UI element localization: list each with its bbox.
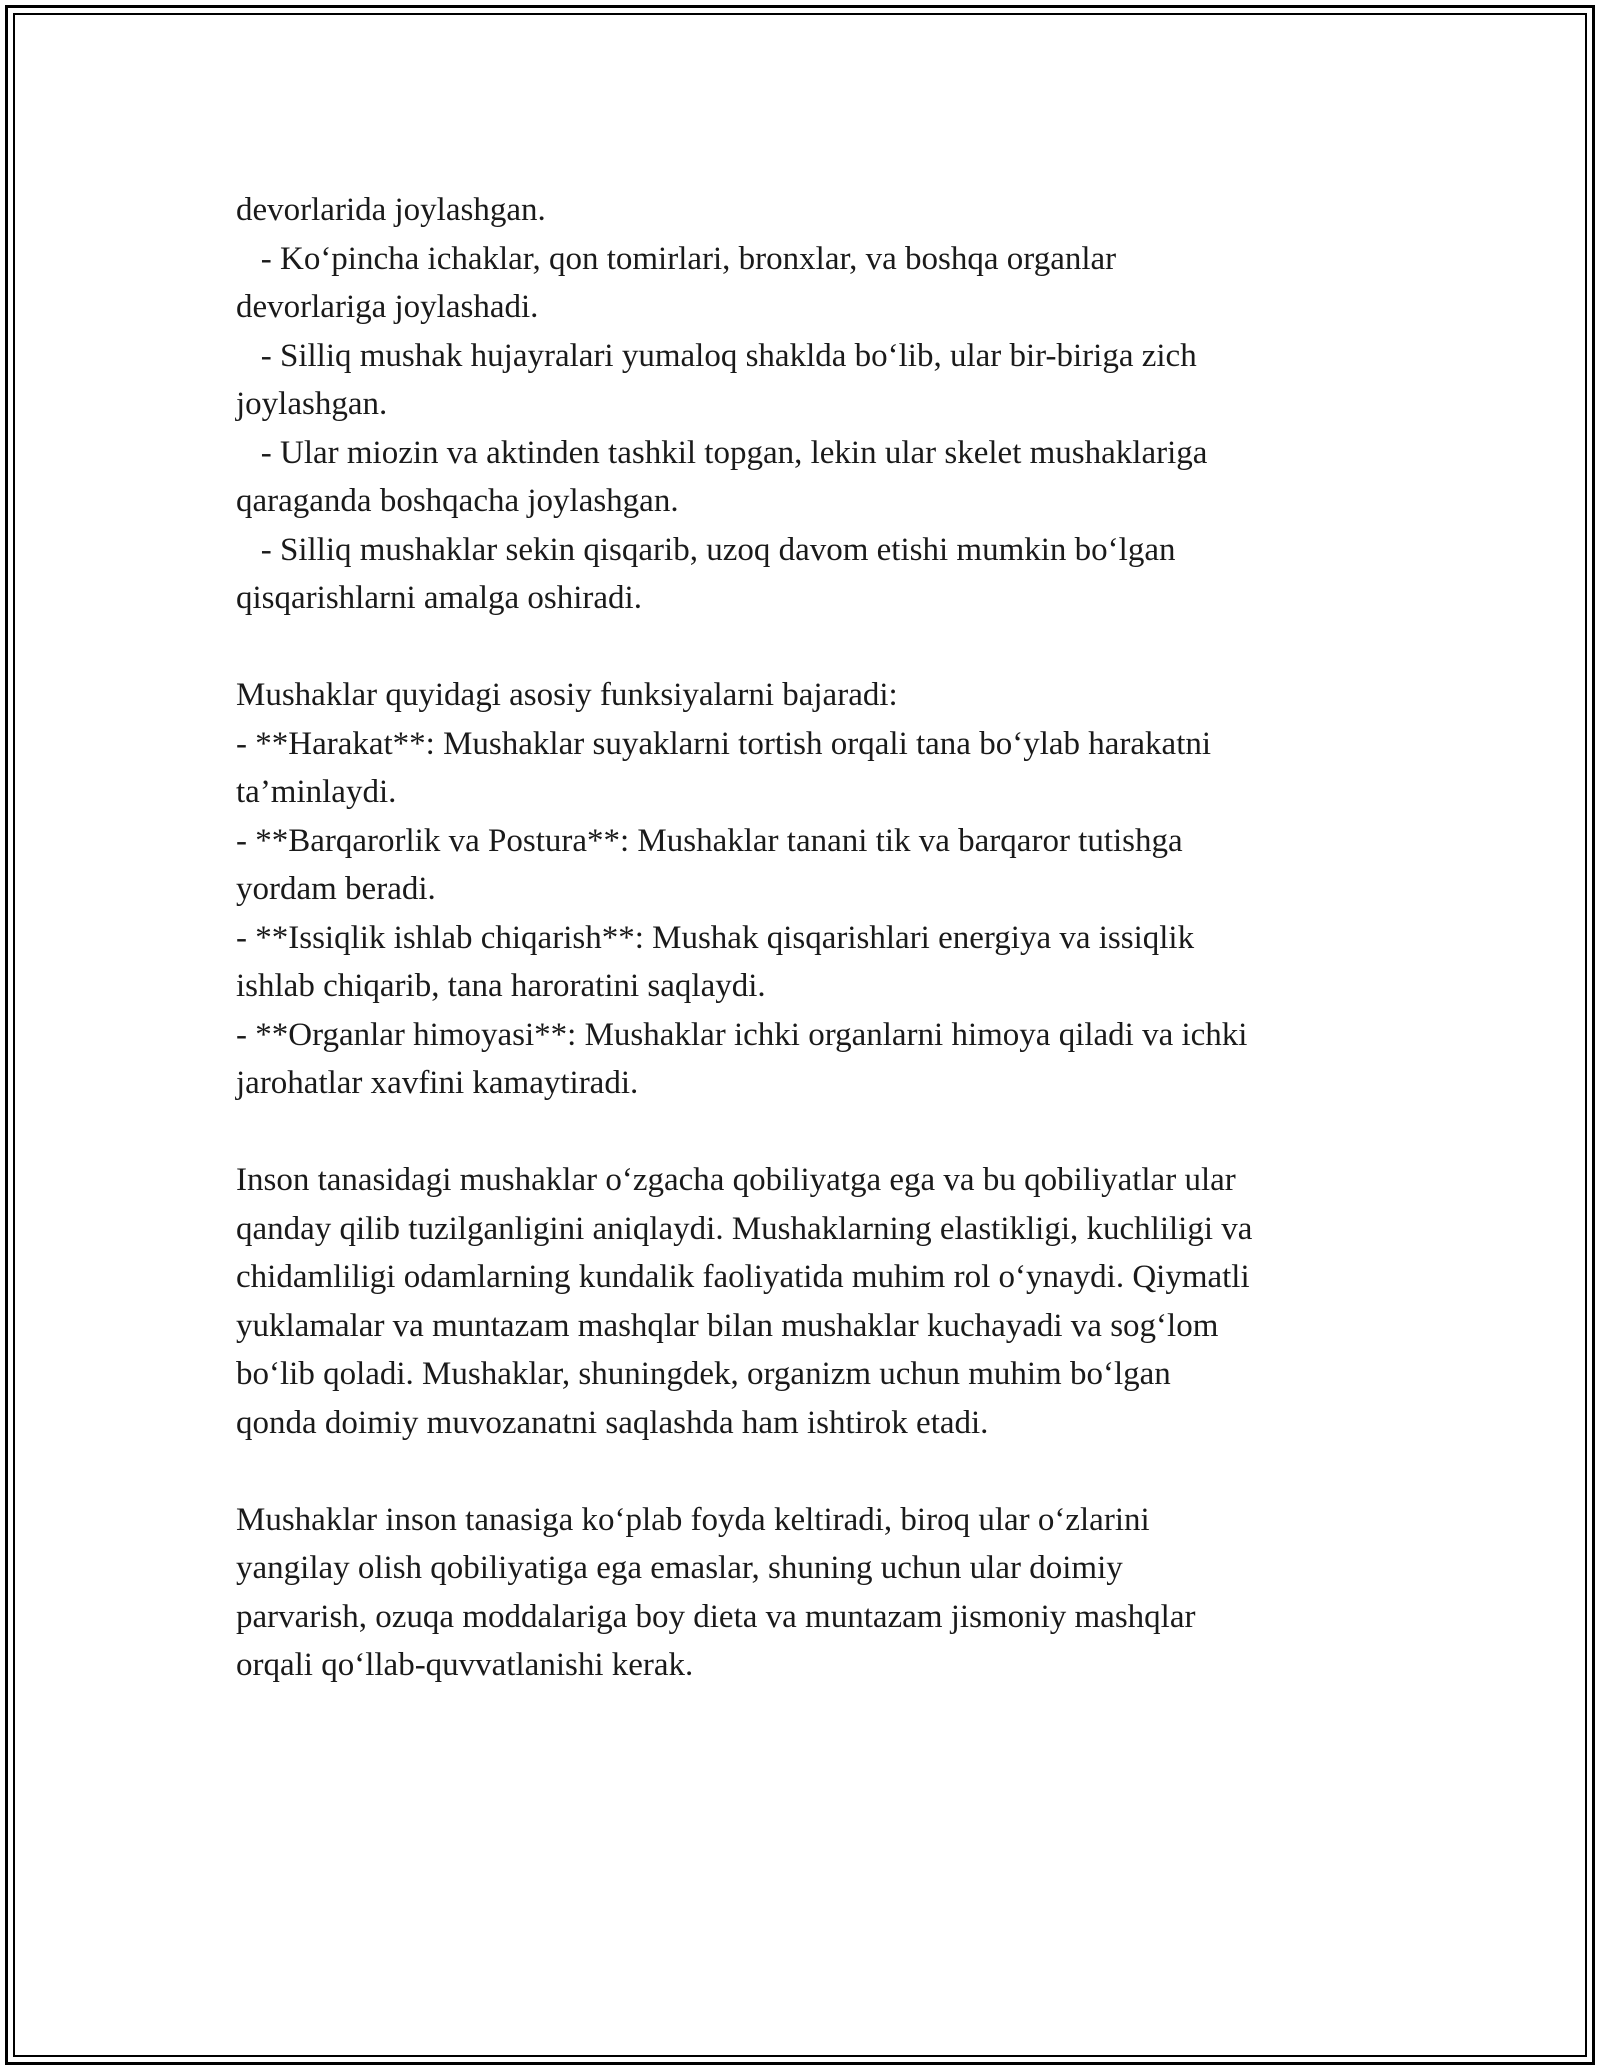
text-line: bo‘lib qoladi. Mushaklar, shuningdek, organizm uchun muhim bo‘lgan — [236, 1356, 1171, 1392]
text-line: jarohatlar xavfini kamaytiradi. — [236, 1065, 639, 1101]
paragraph-spacer — [236, 1447, 1376, 1496]
text-line: - **Barqarorlik va Postura**: Mushaklar tanani tik va barqaror tutishga — [236, 822, 1183, 859]
text-line: chidamliligi odamlarning kundalik faoliyatida muhim rol o‘ynaydi. Qiymatli — [236, 1259, 1250, 1295]
paragraph-muscle-functions — [236, 671, 1376, 1108]
text-line: - Silliq mushak hujayralari yumaloq shaklda bo‘lib, ular bir-biriga zich — [236, 337, 1197, 374]
text-line: Mushaklar quyidagi asosiy funksiyalarni bajaradi: — [236, 677, 898, 713]
paragraph-smooth-muscle-list — [236, 186, 1376, 623]
text-line: yordam beradi. — [236, 871, 436, 907]
text-line: yuklamalar va muntazam mashqlar bilan mushaklar kuchayadi va sog‘lom — [236, 1307, 1219, 1344]
text-line: - Ular miozin va aktinden tashkil topgan, lekin ular skelet mushaklariga — [236, 434, 1208, 471]
paragraph-spacer — [236, 1108, 1376, 1157]
paragraph-muscle-care — [236, 1496, 1376, 1690]
text-line: devorlarida joylashgan. — [236, 192, 546, 228]
text-line: qanday qilib tuzilganligini aniqlaydi. Mushaklarning elastikligi, kuchliligi va — [236, 1210, 1253, 1247]
text-line: - Silliq mushaklar sekin qisqarib, uzoq davom etishi mumkin bo‘lgan — [236, 531, 1176, 568]
text-line: ishlab chiqarib, tana haroratini saqlaydi. — [236, 968, 766, 1004]
text-line: - **Organlar himoyasi**: Mushaklar ichki organlarni himoya qiladi va ichki — [236, 1016, 1248, 1053]
text-line: qaraganda boshqacha joylashgan. — [236, 483, 679, 519]
paragraph-muscle-abilities — [236, 1156, 1376, 1447]
text-line: - **Issiqlik ishlab chiqarish**: Mushak qisqarishlari energiya va issiqlik — [236, 919, 1195, 956]
text-line: qisqarishlarni amalga oshiradi. — [236, 580, 642, 616]
text-line: - **Harakat**: Mushaklar suyaklarni tortish orqali tana bo‘ylab harakatni — [236, 725, 1212, 762]
text-line: ta’minlaydi. — [236, 774, 397, 810]
text-line: Inson tanasidagi mushaklar o‘zgacha qobiliyatga ega va bu qobiliyatlar ular — [236, 1162, 1236, 1198]
text-line: qonda doimiy muvozanatni saqlashda ham ishtirok etadi. — [236, 1404, 989, 1441]
text-line: joylashgan. — [236, 386, 388, 422]
text-line: - Ko‘pincha ichaklar, qon tomirlari, bronxlar, va boshqa organlar — [236, 240, 1117, 277]
paragraph-spacer — [236, 623, 1376, 672]
text-line: devorlariga joylashadi. — [236, 289, 539, 325]
text-line: orqali qo‘llab-quvvatlanishi kerak. — [236, 1647, 694, 1683]
text-line: parvarish, ozuqa moddalariga boy dieta va muntazam jismoniy mashqlar — [236, 1598, 1196, 1635]
text-line: yangilay olish qobiliyatiga ega emaslar, shuning uchun ular doimiy — [236, 1550, 1123, 1586]
text-line: Mushaklar inson tanasiga ko‘plab foyda keltiradi, biroq ular o‘zlarini — [236, 1501, 1150, 1538]
document-body — [236, 186, 1376, 1690]
